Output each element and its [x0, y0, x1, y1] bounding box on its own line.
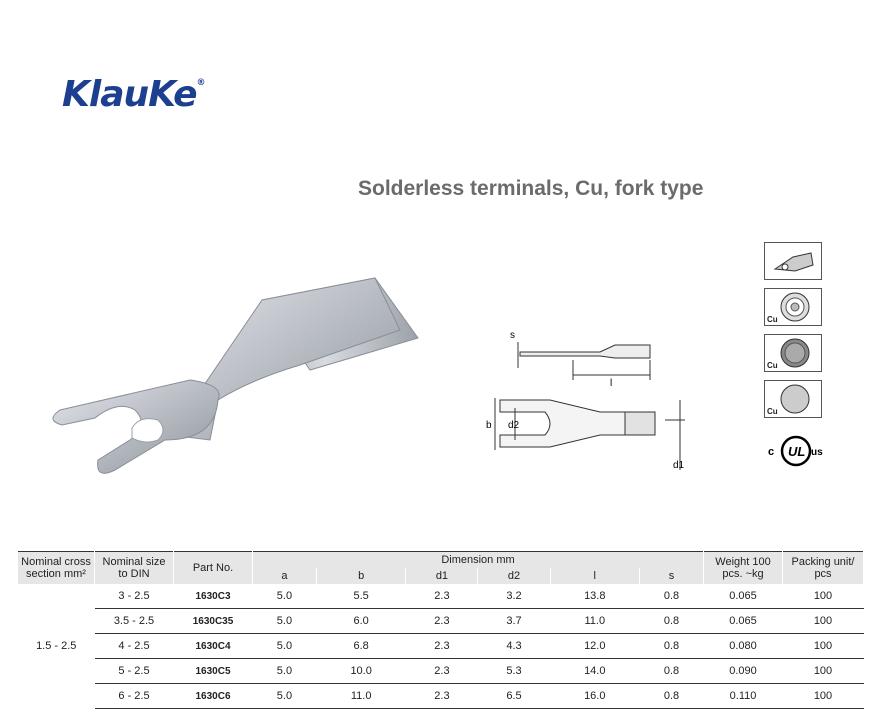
part-cell: 1630C35 — [174, 609, 253, 634]
header-d2: d2 — [478, 568, 550, 584]
terminal-photo — [40, 270, 430, 500]
b-cell: 11.0 — [316, 684, 406, 709]
d2-cell: 4.3 — [478, 634, 550, 659]
s-cell: 0.8 — [640, 584, 704, 609]
table-row — [18, 634, 864, 659]
brand-name: KlauKe — [62, 74, 197, 115]
d1-cell: 2.3 — [406, 659, 478, 684]
part-cell: 1630C3 — [174, 584, 253, 609]
size-cell: 3 - 2.5 — [95, 584, 174, 609]
part-cell: 1630C4 — [174, 634, 253, 659]
header-l: l — [550, 568, 640, 584]
weight-cell: 0.065 — [704, 609, 783, 634]
dimension-drawing — [486, 320, 700, 480]
l-cell: 13.8 — [550, 584, 640, 609]
ul-certification-icon — [766, 434, 826, 468]
s-cell: 0.8 — [640, 684, 704, 709]
d1-cell: 2.3 — [406, 634, 478, 659]
a-cell: 5.0 — [253, 684, 317, 709]
weight-cell: 0.110 — [704, 684, 783, 709]
ring-terminal-icon — [764, 242, 822, 280]
header-nominal-cross: Nominal cross section mm² — [18, 552, 95, 585]
part-cell: 1630C6 — [174, 684, 253, 709]
a-cell: 5.0 — [253, 659, 317, 684]
l-cell: 14.0 — [550, 659, 640, 684]
weight-cell: 0.090 — [704, 659, 783, 684]
d1-cell: 2.3 — [406, 584, 478, 609]
label-b: b — [486, 420, 492, 431]
s-cell: 0.8 — [640, 659, 704, 684]
header-weight: Weight 100 pcs. ~kg — [704, 552, 783, 585]
ul-c: c — [768, 446, 775, 458]
label-d2: d2 — [508, 420, 520, 431]
cu-multi-strand-icon — [764, 334, 822, 372]
pack-cell: 100 — [783, 584, 864, 609]
size-cell: 5 - 2.5 — [95, 659, 174, 684]
weight-cell: 0.080 — [704, 634, 783, 659]
size-cell: 3.5 - 2.5 — [95, 609, 174, 634]
size-cell: 4 - 2.5 — [95, 634, 174, 659]
a-cell: 5.0 — [253, 584, 317, 609]
conductor-icons — [764, 242, 822, 426]
b-cell: 6.8 — [316, 634, 406, 659]
s-cell: 0.8 — [640, 634, 704, 659]
cu-solid-icon — [764, 380, 822, 418]
l-cell: 11.0 — [550, 609, 640, 634]
table-row — [18, 584, 864, 609]
table-row — [18, 609, 864, 634]
a-cell: 5.0 — [253, 634, 317, 659]
label-s: s — [510, 330, 515, 341]
table-row — [18, 684, 864, 709]
d1-cell: 2.3 — [406, 684, 478, 709]
part-cell: 1630C5 — [174, 659, 253, 684]
a-cell: 5.0 — [253, 609, 317, 634]
b-cell: 10.0 — [316, 659, 406, 684]
header-b: b — [316, 568, 406, 584]
d2-cell: 5.3 — [478, 659, 550, 684]
brand-logo — [62, 74, 205, 115]
specs-table — [18, 551, 864, 709]
l-cell: 16.0 — [550, 684, 640, 709]
header-nominal-size: Nominal size to DIN — [95, 552, 174, 585]
pack-cell: 100 — [783, 659, 864, 684]
header-packing: Packing unit/ pcs — [783, 552, 864, 585]
page-title: Solderless terminals, Cu, fork type — [358, 177, 704, 200]
d1-cell: 2.3 — [406, 609, 478, 634]
header-a: a — [253, 568, 317, 584]
cu-label-3: Cu — [767, 407, 778, 416]
pack-cell: 100 — [783, 684, 864, 709]
l-cell: 12.0 — [550, 634, 640, 659]
pack-cell: 100 — [783, 609, 864, 634]
label-d1: d1 — [673, 460, 685, 471]
size-cell: 6 - 2.5 — [95, 684, 174, 709]
label-l: l — [610, 378, 613, 389]
b-cell: 5.5 — [316, 584, 406, 609]
d2-cell: 3.2 — [478, 584, 550, 609]
d2-cell: 3.7 — [478, 609, 550, 634]
ul-center: UL — [788, 444, 806, 459]
registered-mark: ® — [196, 78, 205, 88]
header-s: s — [640, 568, 704, 584]
header-dimension: Dimension mm — [253, 552, 704, 569]
weight-cell: 0.065 — [704, 584, 783, 609]
cu-label-2: Cu — [767, 361, 778, 370]
d2-cell: 6.5 — [478, 684, 550, 709]
pack-cell: 100 — [783, 634, 864, 659]
table-row — [18, 659, 864, 684]
header-d1: d1 — [406, 568, 478, 584]
s-cell: 0.8 — [640, 609, 704, 634]
cu-fine-strand-icon — [764, 288, 822, 326]
cu-label-1: Cu — [767, 315, 778, 324]
cross-section-cell: 1.5 - 2.5 — [36, 640, 77, 653]
b-cell: 6.0 — [316, 609, 406, 634]
ul-us: us — [811, 447, 823, 458]
header-part-no: Part No. — [174, 552, 253, 585]
